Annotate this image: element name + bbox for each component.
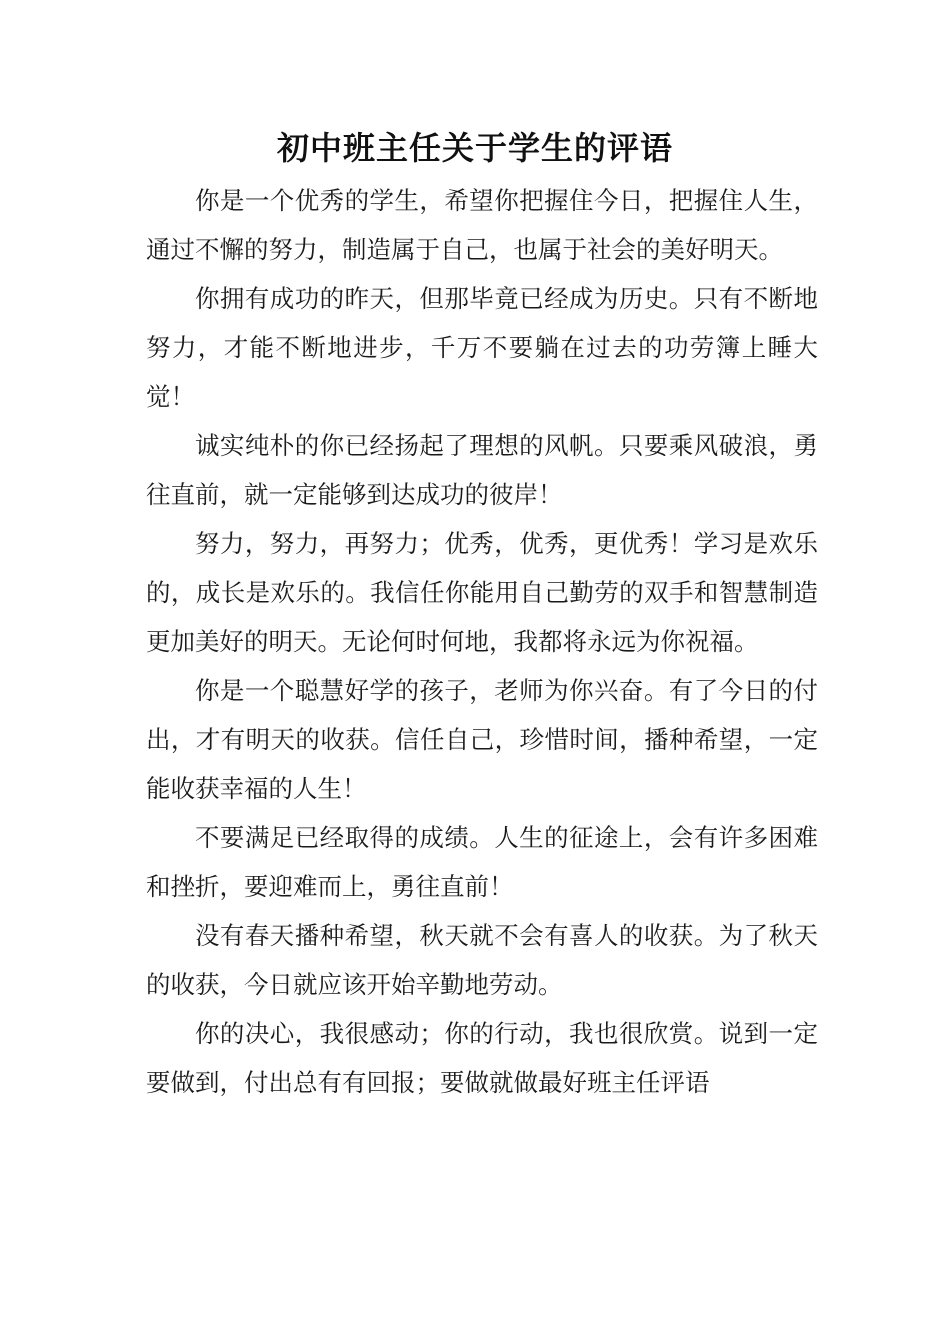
paragraph-3: 诚实纯朴的你已经扬起了理想的风帆。只要乘风破浪，勇往直前，就一定能够到达成功的彼岸！ xyxy=(146,431,818,509)
paragraph-5: 你是一个聪慧好学的孩子，老师为你兴奋。有了今日的付出，才有明天的收获。信任自己，珍惜时间，播种希望，一定能收获幸福的人生！ xyxy=(146,676,818,803)
document-body xyxy=(146,176,818,1107)
paragraph-6: 不要满足已经取得的成绩。人生的征途上，会有许多困难和挫折，要迎难而上，勇往直前！ xyxy=(146,823,818,901)
document-title: 初中班主任关于学生的评语 xyxy=(276,129,673,167)
paragraph-7: 没有春天播种希望，秋天就不会有喜人的收获。为了秋天的收获，今日就应该开始辛勤地劳动。 xyxy=(146,921,818,999)
paragraph-4: 努力，努力，再努力；优秀，优秀，更优秀！学习是欢乐的，成长是欢乐的。我信任你能用自己勤劳的双手和智慧制造更加美好的明天。无论何时何地，我都将永远为你祝福。 xyxy=(146,529,818,656)
paragraph-2: 你拥有成功的昨天，但那毕竟已经成为历史。只有不断地努力，才能不断地进步，千万不要躺在过去的功劳簿上睡大觉！ xyxy=(146,284,818,411)
paragraph-8: 你的决心，我很感动；你的行动，我也很欣赏。说到一定要做到，付出总有有回报；要做就做最好班主任评语 xyxy=(146,1019,818,1097)
paragraph-1: 你是一个优秀的学生，希望你把握住今日，把握住人生，通过不懈的努力，制造属于自己，也属于社会的美好明天。 xyxy=(146,186,818,264)
